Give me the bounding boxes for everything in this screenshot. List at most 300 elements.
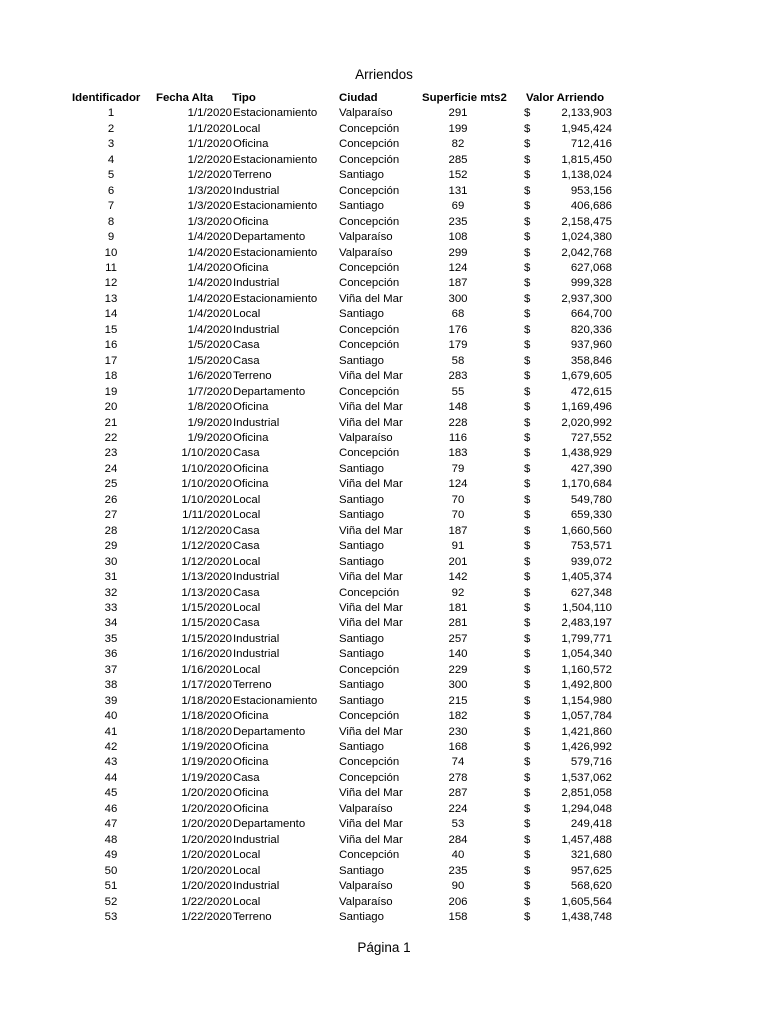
cell-ciudad: Viña del Mar <box>339 725 403 738</box>
cell-fecha-alta: 1/4/2020 <box>187 277 232 290</box>
cell-fecha-alta: 1/10/2020 <box>181 462 232 475</box>
cell-currency: $ <box>524 215 531 228</box>
cell-tipo: Departamento <box>233 231 306 244</box>
cell-tipo: Local <box>233 555 261 568</box>
cell-superficie: 229 <box>448 663 468 676</box>
cell-superficie: 230 <box>448 725 468 738</box>
cell-currency: $ <box>524 555 531 568</box>
table-row <box>72 817 612 832</box>
cell-valor-arriendo: 2,851,058 <box>561 787 612 800</box>
cell-ciudad: Concepción <box>339 122 400 135</box>
cell-superficie: 285 <box>448 153 468 166</box>
cell-fecha-alta: 1/22/2020 <box>181 911 232 924</box>
cell-ciudad: Santiago <box>339 354 384 367</box>
cell-currency: $ <box>524 725 531 738</box>
cell-valor-arriendo: 953,156 <box>570 184 612 197</box>
table-row <box>72 137 612 152</box>
cell-ciudad: Valparaíso <box>339 880 393 893</box>
cell-fecha-alta: 1/12/2020 <box>181 555 232 568</box>
cell-identificador: 25 <box>104 478 118 491</box>
cell-ciudad: Santiago <box>339 741 384 754</box>
table-row <box>72 864 612 879</box>
cell-valor-arriendo: 472,615 <box>570 385 612 398</box>
cell-valor-arriendo: 712,416 <box>570 138 612 151</box>
cell-currency: $ <box>524 385 531 398</box>
cell-ciudad: Concepción <box>339 447 400 460</box>
cell-currency: $ <box>524 571 531 584</box>
cell-fecha-alta: 1/22/2020 <box>181 895 232 908</box>
cell-identificador: 38 <box>104 679 118 692</box>
cell-fecha-alta: 1/1/2020 <box>187 122 232 135</box>
cell-valor-arriendo: 1,605,564 <box>561 895 612 908</box>
cell-superficie: 92 <box>451 586 465 599</box>
cell-currency: $ <box>524 261 531 274</box>
cell-tipo: Casa <box>233 339 260 352</box>
cell-tipo: Industrial <box>233 184 280 197</box>
table-row <box>72 771 612 786</box>
table-row <box>72 292 612 307</box>
table-row <box>72 493 612 508</box>
cell-identificador: 27 <box>104 509 118 522</box>
table-row <box>72 694 612 709</box>
cell-superficie: 291 <box>448 107 468 120</box>
table-row <box>72 895 612 910</box>
cell-superficie: 152 <box>448 169 468 182</box>
table-row <box>72 446 612 461</box>
cell-identificador: 48 <box>104 833 118 846</box>
cell-superficie: 300 <box>448 292 468 305</box>
cell-currency: $ <box>524 308 531 321</box>
cell-currency: $ <box>524 802 531 815</box>
table-row <box>72 385 612 400</box>
cell-tipo: Departamento <box>233 385 306 398</box>
cell-fecha-alta: 1/16/2020 <box>181 663 232 676</box>
table-row <box>72 601 612 616</box>
cell-ciudad: Concepción <box>339 663 400 676</box>
cell-valor-arriendo: 358,846 <box>570 354 612 367</box>
cell-fecha-alta: 1/1/2020 <box>187 107 232 120</box>
cell-identificador: 4 <box>107 153 115 166</box>
cell-currency: $ <box>524 679 531 692</box>
cell-valor-arriendo: 727,552 <box>570 431 612 444</box>
cell-valor-arriendo: 627,068 <box>570 261 612 274</box>
cell-ciudad: Valparaíso <box>339 231 393 244</box>
cell-currency: $ <box>524 447 531 460</box>
cell-tipo: Terreno <box>233 679 272 692</box>
cell-valor-arriendo: 1,799,771 <box>561 632 612 645</box>
cell-fecha-alta: 1/4/2020 <box>187 292 232 305</box>
cell-identificador: 19 <box>104 385 118 398</box>
cell-valor-arriendo: 2,937,300 <box>561 292 612 305</box>
cell-ciudad: Viña del Mar <box>339 833 403 846</box>
cell-identificador: 46 <box>104 802 118 815</box>
table-row <box>72 276 612 291</box>
header-identificador: Identificador <box>72 92 141 104</box>
cell-currency: $ <box>524 632 531 645</box>
table-row <box>72 323 612 338</box>
cell-ciudad: Concepción <box>339 756 400 769</box>
cell-valor-arriendo: 1,438,748 <box>561 911 612 924</box>
cell-identificador: 34 <box>104 617 118 630</box>
table-row <box>72 910 612 925</box>
cell-currency: $ <box>524 323 531 336</box>
cell-superficie: 183 <box>448 447 468 460</box>
cell-tipo: Estacionamiento <box>233 153 318 166</box>
cell-identificador: 26 <box>104 493 118 506</box>
cell-tipo: Industrial <box>233 323 280 336</box>
cell-currency: $ <box>524 339 531 352</box>
cell-fecha-alta: 1/1/2020 <box>187 138 232 151</box>
cell-identificador: 22 <box>104 431 118 444</box>
cell-identificador: 3 <box>107 138 115 151</box>
table-row <box>72 555 612 570</box>
cell-identificador: 16 <box>104 339 118 352</box>
cell-valor-arriendo: 753,571 <box>570 540 612 553</box>
table-row <box>72 725 612 740</box>
cell-superficie: 90 <box>451 880 465 893</box>
cell-fecha-alta: 1/4/2020 <box>187 323 232 336</box>
cell-valor-arriendo: 1,504,110 <box>562 601 612 614</box>
cell-identificador: 47 <box>104 818 118 831</box>
table-row <box>72 879 612 894</box>
cell-tipo: Local <box>233 864 261 877</box>
table-row <box>72 199 612 214</box>
cell-fecha-alta: 1/3/2020 <box>187 200 232 213</box>
cell-ciudad: Santiago <box>339 169 384 182</box>
table-row <box>72 168 612 183</box>
cell-valor-arriendo: 579,716 <box>570 756 612 769</box>
cell-superficie: 79 <box>451 462 465 475</box>
cell-ciudad: Santiago <box>339 864 384 877</box>
cell-superficie: 108 <box>448 231 468 244</box>
cell-fecha-alta: 1/19/2020 <box>181 771 232 784</box>
cell-superficie: 70 <box>451 509 465 522</box>
table-row <box>72 261 612 276</box>
cell-valor-arriendo: 1,426,992 <box>561 741 612 754</box>
cell-valor-arriendo: 820,336 <box>570 323 612 336</box>
cell-identificador: 23 <box>104 447 118 460</box>
cell-identificador: 49 <box>104 849 118 862</box>
cell-superficie: 224 <box>448 802 468 815</box>
table-row <box>72 122 612 137</box>
cell-ciudad: Concepción <box>339 771 400 784</box>
cell-superficie: 215 <box>448 694 468 707</box>
cell-currency: $ <box>524 787 531 800</box>
table-row <box>72 848 612 863</box>
cell-ciudad: Viña del Mar <box>339 401 403 414</box>
cell-tipo: Departamento <box>233 818 306 831</box>
cell-superficie: 40 <box>451 849 465 862</box>
cell-tipo: Estacionamiento <box>233 107 318 120</box>
cell-currency: $ <box>524 122 531 135</box>
table-row <box>72 106 612 121</box>
cell-tipo: Terreno <box>233 911 272 924</box>
cell-valor-arriendo: 1,054,340 <box>561 648 612 661</box>
arriendos-table <box>72 91 612 925</box>
cell-identificador: 14 <box>104 308 118 321</box>
cell-identificador: 53 <box>104 911 118 924</box>
cell-superficie: 284 <box>448 833 468 846</box>
cell-fecha-alta: 1/20/2020 <box>181 864 232 877</box>
cell-fecha-alta: 1/6/2020 <box>187 370 232 383</box>
cell-valor-arriendo: 939,072 <box>570 555 612 568</box>
cell-currency: $ <box>524 818 531 831</box>
table-row <box>72 416 612 431</box>
header-superficie: Superficie mts2 <box>422 92 507 104</box>
cell-ciudad: Viña del Mar <box>339 370 403 383</box>
cell-valor-arriendo: 1,537,062 <box>561 771 612 784</box>
cell-fecha-alta: 1/15/2020 <box>181 601 232 614</box>
cell-valor-arriendo: 1,421,860 <box>561 725 612 738</box>
cell-fecha-alta: 1/20/2020 <box>181 802 232 815</box>
cell-superficie: 74 <box>451 756 465 769</box>
cell-currency: $ <box>524 169 531 182</box>
cell-tipo: Casa <box>233 524 260 537</box>
cell-valor-arriendo: 1,815,450 <box>561 153 612 166</box>
cell-superficie: 235 <box>448 864 468 877</box>
cell-tipo: Estacionamiento <box>233 694 318 707</box>
cell-ciudad: Concepción <box>339 153 400 166</box>
cell-identificador: 52 <box>104 895 118 908</box>
cell-currency: $ <box>524 756 531 769</box>
cell-valor-arriendo: 406,686 <box>570 200 612 213</box>
table-row <box>72 586 612 601</box>
cell-fecha-alta: 1/10/2020 <box>181 447 232 460</box>
cell-currency: $ <box>524 601 531 614</box>
cell-tipo: Oficina <box>233 215 269 228</box>
table-row <box>72 508 612 523</box>
cell-ciudad: Valparaíso <box>339 431 393 444</box>
cell-identificador: 7 <box>107 200 115 213</box>
cell-identificador: 43 <box>104 756 118 769</box>
cell-valor-arriendo: 957,625 <box>570 864 612 877</box>
cell-ciudad: Santiago <box>339 509 384 522</box>
cell-identificador: 32 <box>104 586 118 599</box>
cell-currency: $ <box>524 138 531 151</box>
cell-tipo: Oficina <box>233 756 269 769</box>
cell-valor-arriendo: 2,158,475 <box>561 215 612 228</box>
cell-currency: $ <box>524 833 531 846</box>
cell-ciudad: Santiago <box>339 632 384 645</box>
cell-ciudad: Santiago <box>339 648 384 661</box>
cell-ciudad: Viña del Mar <box>339 787 403 800</box>
table-row <box>72 709 612 724</box>
cell-valor-arriendo: 1,679,605 <box>561 370 612 383</box>
cell-ciudad: Valparaíso <box>339 895 393 908</box>
cell-ciudad: Concepción <box>339 215 400 228</box>
cell-currency: $ <box>524 741 531 754</box>
cell-valor-arriendo: 1,024,380 <box>561 231 612 244</box>
cell-ciudad: Viña del Mar <box>339 478 403 491</box>
cell-tipo: Estacionamiento <box>233 292 318 305</box>
cell-fecha-alta: 1/2/2020 <box>187 153 232 166</box>
cell-identificador: 13 <box>104 292 118 305</box>
cell-valor-arriendo: 1,457,488 <box>561 833 612 846</box>
cell-superficie: 148 <box>448 401 468 414</box>
cell-valor-arriendo: 659,330 <box>570 509 612 522</box>
cell-identificador: 50 <box>104 864 118 877</box>
cell-currency: $ <box>524 509 531 522</box>
cell-tipo: Local <box>233 895 261 908</box>
cell-ciudad: Santiago <box>339 540 384 553</box>
cell-tipo: Local <box>233 122 261 135</box>
cell-fecha-alta: 1/20/2020 <box>181 880 232 893</box>
cell-ciudad: Valparaíso <box>339 107 393 120</box>
cell-identificador: 9 <box>107 231 115 244</box>
cell-identificador: 10 <box>104 246 118 259</box>
cell-ciudad: Viña del Mar <box>339 601 403 614</box>
cell-tipo: Oficina <box>233 478 269 491</box>
cell-identificador: 28 <box>104 524 118 537</box>
table-row <box>72 369 612 384</box>
cell-valor-arriendo: 999,328 <box>570 277 612 290</box>
cell-fecha-alta: 1/9/2020 <box>187 431 232 444</box>
cell-tipo: Industrial <box>233 416 280 429</box>
cell-tipo: Oficina <box>233 431 269 444</box>
cell-superficie: 182 <box>448 710 468 723</box>
cell-fecha-alta: 1/20/2020 <box>181 849 232 862</box>
cell-identificador: 51 <box>104 880 118 893</box>
cell-currency: $ <box>524 370 531 383</box>
cell-tipo: Casa <box>233 540 260 553</box>
cell-superficie: 58 <box>451 354 465 367</box>
cell-tipo: Industrial <box>233 833 280 846</box>
table-row <box>72 400 612 415</box>
cell-currency: $ <box>524 710 531 723</box>
cell-superficie: 201 <box>448 555 468 568</box>
cell-valor-arriendo: 1,660,560 <box>561 524 612 537</box>
cell-superficie: 168 <box>448 741 468 754</box>
cell-valor-arriendo: 1,160,572 <box>561 663 612 676</box>
cell-identificador: 2 <box>107 122 115 135</box>
cell-tipo: Casa <box>233 617 260 630</box>
cell-tipo: Industrial <box>233 571 280 584</box>
cell-fecha-alta: 1/4/2020 <box>187 231 232 244</box>
table-row <box>72 802 612 817</box>
cell-currency: $ <box>524 107 531 120</box>
cell-valor-arriendo: 549,780 <box>570 493 612 506</box>
cell-ciudad: Santiago <box>339 555 384 568</box>
cell-superficie: 228 <box>448 416 468 429</box>
cell-fecha-alta: 1/15/2020 <box>181 617 232 630</box>
cell-fecha-alta: 1/4/2020 <box>187 246 232 259</box>
cell-ciudad: Concepción <box>339 277 400 290</box>
cell-ciudad: Viña del Mar <box>339 292 403 305</box>
cell-tipo: Casa <box>233 586 260 599</box>
cell-currency: $ <box>524 462 531 475</box>
cell-superficie: 283 <box>448 370 468 383</box>
cell-tipo: Terreno <box>233 370 272 383</box>
cell-tipo: Departamento <box>233 725 306 738</box>
cell-valor-arriendo: 1,294,048 <box>561 802 612 815</box>
cell-identificador: 42 <box>104 741 118 754</box>
cell-currency: $ <box>524 231 531 244</box>
cell-fecha-alta: 1/4/2020 <box>187 261 232 274</box>
cell-identificador: 18 <box>104 370 118 383</box>
cell-ciudad: Valparaíso <box>339 246 393 259</box>
cell-superficie: 199 <box>448 122 468 135</box>
cell-ciudad: Concepción <box>339 385 400 398</box>
cell-valor-arriendo: 1,492,800 <box>561 679 612 692</box>
table-row <box>72 632 612 647</box>
cell-superficie: 131 <box>448 184 468 197</box>
cell-fecha-alta: 1/11/2020 <box>182 509 232 522</box>
cell-fecha-alta: 1/9/2020 <box>187 416 232 429</box>
cell-ciudad: Santiago <box>339 911 384 924</box>
cell-identificador: 1 <box>107 107 115 120</box>
cell-valor-arriendo: 1,169,496 <box>561 401 612 414</box>
cell-fecha-alta: 1/4/2020 <box>187 308 232 321</box>
cell-tipo: Local <box>233 308 261 321</box>
header-fecha-alta: Fecha Alta <box>156 92 214 104</box>
cell-ciudad: Viña del Mar <box>339 416 403 429</box>
cell-identificador: 29 <box>104 540 118 553</box>
cell-fecha-alta: 1/5/2020 <box>187 354 232 367</box>
cell-superficie: 181 <box>448 601 468 614</box>
cell-superficie: 299 <box>448 246 468 259</box>
table-row <box>72 338 612 353</box>
cell-identificador: 36 <box>104 648 118 661</box>
cell-valor-arriendo: 568,620 <box>570 880 612 893</box>
cell-ciudad: Viña del Mar <box>339 818 403 831</box>
cell-ciudad: Concepción <box>339 261 400 274</box>
table-row <box>72 354 612 369</box>
cell-ciudad: Santiago <box>339 200 384 213</box>
cell-identificador: 45 <box>104 787 118 800</box>
cell-superficie: 179 <box>448 339 468 352</box>
cell-tipo: Estacionamiento <box>233 200 318 213</box>
cell-identificador: 6 <box>107 184 115 197</box>
table-row <box>72 215 612 230</box>
cell-fecha-alta: 1/2/2020 <box>187 169 232 182</box>
table-row <box>72 616 612 631</box>
cell-ciudad: Santiago <box>339 694 384 707</box>
cell-currency: $ <box>524 277 531 290</box>
cell-currency: $ <box>524 911 531 924</box>
cell-ciudad: Concepción <box>339 323 400 336</box>
cell-currency: $ <box>524 478 531 491</box>
cell-valor-arriendo: 321,680 <box>570 849 612 862</box>
cell-currency: $ <box>524 694 531 707</box>
cell-currency: $ <box>524 771 531 784</box>
cell-tipo: Oficina <box>233 741 269 754</box>
cell-fecha-alta: 1/12/2020 <box>181 540 232 553</box>
table-row <box>72 539 612 554</box>
table-row <box>72 524 612 539</box>
cell-tipo: Casa <box>233 447 260 460</box>
cell-fecha-alta: 1/16/2020 <box>181 648 232 661</box>
cell-currency: $ <box>524 617 531 630</box>
cell-fecha-alta: 1/19/2020 <box>181 756 232 769</box>
cell-tipo: Casa <box>233 354 260 367</box>
cell-identificador: 44 <box>104 771 118 784</box>
table-header-row <box>72 91 612 106</box>
cell-identificador: 37 <box>104 663 118 676</box>
cell-ciudad: Santiago <box>339 308 384 321</box>
cell-tipo: Industrial <box>233 632 280 645</box>
cell-tipo: Estacionamiento <box>233 246 318 259</box>
cell-tipo: Oficina <box>233 462 269 475</box>
cell-superficie: 53 <box>451 818 465 831</box>
cell-fecha-alta: 1/19/2020 <box>181 741 232 754</box>
table-body <box>72 106 612 925</box>
cell-fecha-alta: 1/13/2020 <box>181 586 232 599</box>
cell-identificador: 11 <box>105 261 117 274</box>
cell-valor-arriendo: 1,154,980 <box>561 694 612 707</box>
table-row <box>72 663 612 678</box>
cell-currency: $ <box>524 431 531 444</box>
cell-superficie: 158 <box>448 911 468 924</box>
